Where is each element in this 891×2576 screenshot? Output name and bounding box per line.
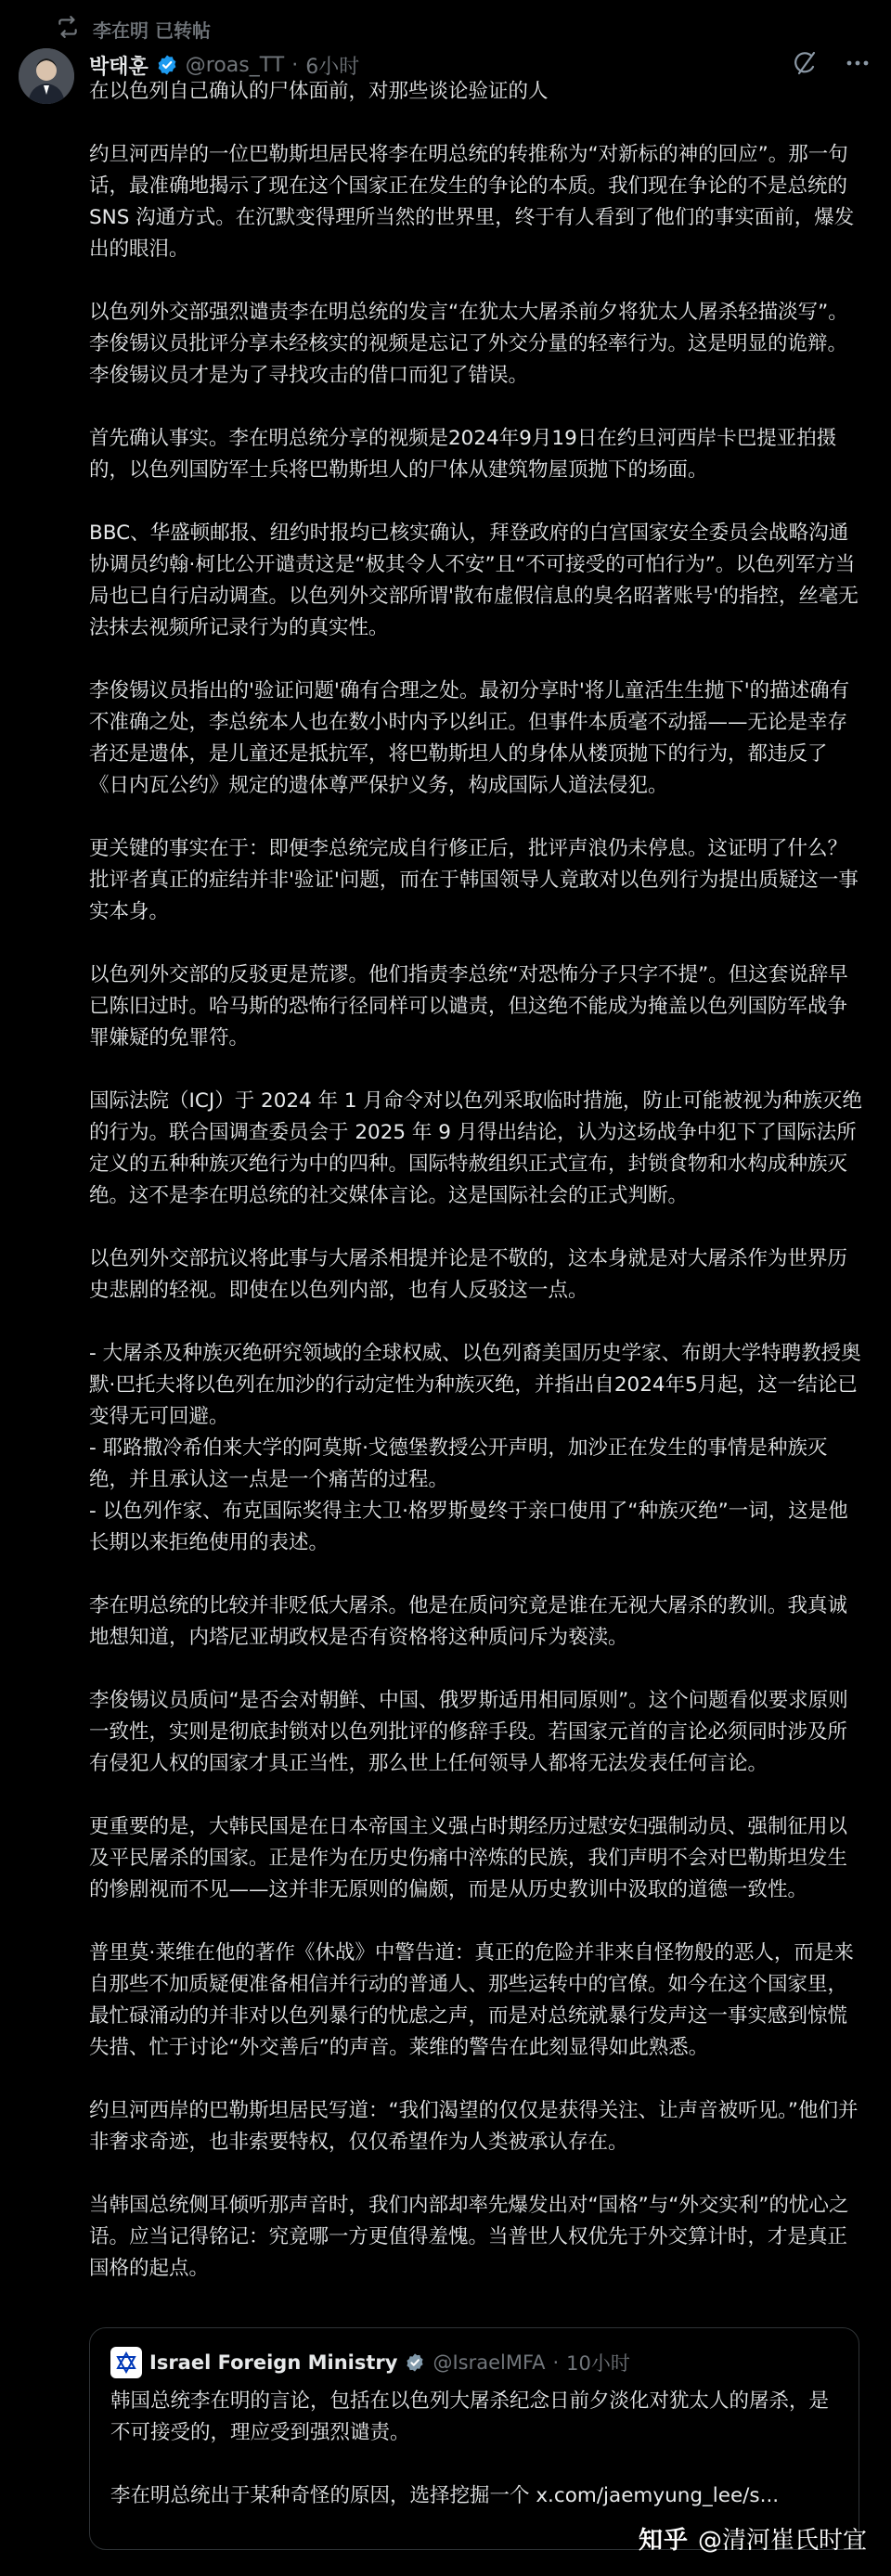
quoted-paragraph: 韩国总统李在明的言论，包括在以色列大屠杀纪念日前夕淡化对犹太人的屠杀，是不可接受的，理应受到强烈谴责。 bbox=[110, 2389, 830, 2444]
quoted-post[interactable] bbox=[89, 2327, 859, 2550]
more-icon[interactable] bbox=[843, 48, 872, 78]
post-paragraph: 李在明总统的比较并非贬低大屠杀。他是在质问究竟是谁在无视大屠杀的教训。我真诚地想知道，内塔尼亚胡政权是否有资格将这种质问斥为亵渎。 bbox=[89, 1594, 848, 1649]
post-paragraph: 更关键的事实在于：即便李总统完成自行修正后，批评声浪仍未停息。这证明了什么？批评者真正的症结并非'验证'问题，而在于韩国领导人竟敢对以色列行为提出质疑这一事实本身。 bbox=[89, 837, 859, 923]
post-paragraph: 约旦河西岸的一位巴勒斯坦居民将李在明总统的转推称为“对新标的神的回应”。那一句话，最准确地揭示了现在这个国家正在发生的争论的本质。我们现在争论的不是总统的 SNS 沟通方式。在沉默变得理所当然的世界里，终于有人看到了他们的事实面前，爆发出的眼泪。 bbox=[89, 143, 855, 261]
post-paragraph: 国际法院（ICJ）于 2024 年 1 月命令对以色列采取临时措施，防止可能被视为种族灭绝的行为。联合国调查委员会于 2025 年 9 月得出结论，认为这场战争中犯下了国际法所定义的五种种族灭绝行为中的四种。国际特赦组织正式宣布，封锁食物和水构成种族灭绝。这不是李在明总统的社交媒体言论。这是国际社会的正式判断。 bbox=[89, 1089, 862, 1207]
post-paragraph: 李俊锡议员质问“是否会对朝鲜、中国、俄罗斯适用相同原则”。这个问题看似要求原则一致性，实则是彻底封锁对以色列批评的修辞手段。若国家元首的言论必须同时涉及所有侵犯人权的国家才具正当性，那么世上任何领导人都将无法发表任何言论。 bbox=[89, 1689, 848, 1775]
post-time[interactable]: 6小时 bbox=[305, 55, 360, 79]
quoted-post-time[interactable]: 10小时 bbox=[566, 2352, 630, 2375]
post-paragraph: 以色列外交部的反驳更是荒谬。他们指责李总统“对恐怖分子只字不提”。但这套说辞早已陈旧过时。哈马斯的恐怖行径同样可以谴责，但这绝不能成为掩盖以色列国防军战争罪嫌疑的免罪符。 bbox=[89, 963, 848, 1050]
quoted-author-handle[interactable]: @IsraelMFA bbox=[433, 2351, 546, 2374]
post-paragraph: 更重要的是，大韩民国是在日本帝国主义强占时期经历过慰安妇强制动员、强制征用以及平民屠杀的国家。正是作为在历史伤痛中淬炼的民族，我们声明不会对巴勒斯坦发生的惨剧视而不见——这并非无原则的偏颇，而是从历史教训中汲取的道德一致性。 bbox=[89, 1815, 848, 1901]
quoted-post-header bbox=[110, 2347, 838, 2378]
avatar[interactable] bbox=[19, 48, 74, 104]
post-paragraph: 李俊锡议员指出的'验证问题'确有合理之处。最初分享时'将儿童活生生抛下'的描述确有不准确之处，李总统本人也在数小时内予以纠正。但事件本质毫不动摇——无论是幸存者还是遗体，是儿童还是抵抗军，将巴勒斯坦人的身体从楼顶抛下的行为，都违反了《日内瓦公约》规定的遗体尊严保护义务，构成国际人道法侵犯。 bbox=[89, 679, 850, 797]
zhihu-logo: 知乎 bbox=[638, 2527, 689, 2555]
post-paragraph: 当韩国总统侧耳倾听那声音时，我们内部却率先爆发出对“国格”与“外交实利”的忧心之语。应当记得铭记：究竟哪一方更值得羞愧。当普世人权优先于外交算计时，才是真正国格的起点。 bbox=[89, 2194, 849, 2280]
grok-icon[interactable] bbox=[791, 48, 820, 78]
quoted-avatar[interactable] bbox=[110, 2347, 142, 2378]
quoted-paragraph: 李在明总统出于某种奇怪的原因，选择挖掘一个 x.com/jaemyung_lee/s... bbox=[110, 2484, 780, 2507]
post-paragraph: 首先确认事实。李在明总统分享的视频是2024年9月19日在约旦河西岸卡巴提亚拍摄的，以色列国防军士兵将巴勒斯坦人的尸体从建筑物屋顶抛下的场面。 bbox=[89, 427, 837, 482]
post-paragraph: 以色列外交部抗议将此事与大屠杀相提并论是不敬的，这本身就是对大屠杀作为世界历史悲剧的轻视。即使在以色列内部，也有人反驳这一点。 bbox=[89, 1247, 848, 1302]
post-body bbox=[89, 76, 865, 2316]
watermark bbox=[639, 2521, 867, 2556]
watermark-text: @清河崔氏时宜 bbox=[697, 2527, 867, 2555]
verified-badge-icon bbox=[156, 54, 178, 76]
repost-icon bbox=[56, 15, 80, 44]
post-paragraph: 以色列外交部强烈谴责李在明总统的发言“在犹太大屠杀前夕将犹太人屠杀轻描淡写”。李俊锡议员批评分享未经核实的视频是忘记了外交分量的轻率行为。这是明显的诡辩。李俊锡议员才是为了寻找攻击的借口而犯了错误。 bbox=[89, 301, 848, 387]
post-paragraph: BBC、华盛顿邮报、纽约时报均已核实确认，拜登政府的白宫国家安全委员会战略沟通协调员约翰·柯比公开谴责这是“极其令人不安”且“不可接受的可怕行为”。以色列军方当局也已自行启动调查。以色列外交部所谓'散布虚假信息的臭名昭著账号'的指控，丝毫无法抹去视频所记录行为的真实性。 bbox=[89, 522, 859, 639]
post-paragraph: 普里莫·莱维在他的著作《休战》中警告道：真正的危险并非来自怪物般的恶人，而是来自那些不加质疑便准备相信并行动的普通人、那些运转中的官僚。如今在这个国家里，最忙碌涌动的并非对以色列暴行的忧虑之声，而是对总统就暴行发声这一事实感到惊慌失措、忙于讨论“外交善后”的声音。莱维的警告在此刻显得如此熟悉。 bbox=[89, 1941, 854, 2059]
author-handle[interactable]: @roas_TT bbox=[185, 53, 285, 77]
post-paragraph: 在以色列自己确认的尸体面前，对那些谈论验证的人 bbox=[89, 80, 549, 103]
post-paragraph: 约旦河西岸的巴勒斯坦居民写道：“我们渴望的仅仅是获得关注、让声音被听见。”他们并非奢求奇迹，也非索要特权，仅仅希望作为人类被承认存在。 bbox=[89, 2099, 859, 2154]
header-actions bbox=[791, 48, 872, 78]
post-paragraph: - 大屠杀及种族灭绝研究领域的全球权威、以色列裔美国历史学家、布朗大学特聘教授奥默·巴托夫将以色列在加沙的行动定性为种族灭绝，并指出自2024年5月起，这一结论已变得无可回避。 - 耶路撒冷希伯来大学的阿莫斯·戈德堡教授公开声明，加沙正在发生的事情是种族灭绝，并且承认这一点是一个痛苦的过程。 - 以色列作家、布克国际奖得主大卫·格罗斯曼终于亲口使用了“种族灭绝”一词，这是他长期以来拒绝使用的表述。 bbox=[89, 1342, 861, 1554]
repost-label: 李在明 已转帖 bbox=[93, 19, 211, 42]
author-name[interactable]: 박태훈 bbox=[89, 55, 148, 79]
repost-indicator[interactable] bbox=[56, 13, 211, 45]
separator-dot: · bbox=[291, 53, 299, 77]
quoted-author-name[interactable]: Israel Foreign Ministry bbox=[149, 2351, 398, 2374]
quoted-post-body bbox=[110, 2386, 838, 2512]
separator-dot: · bbox=[552, 2351, 560, 2374]
verified-badge-icon bbox=[405, 2352, 425, 2373]
